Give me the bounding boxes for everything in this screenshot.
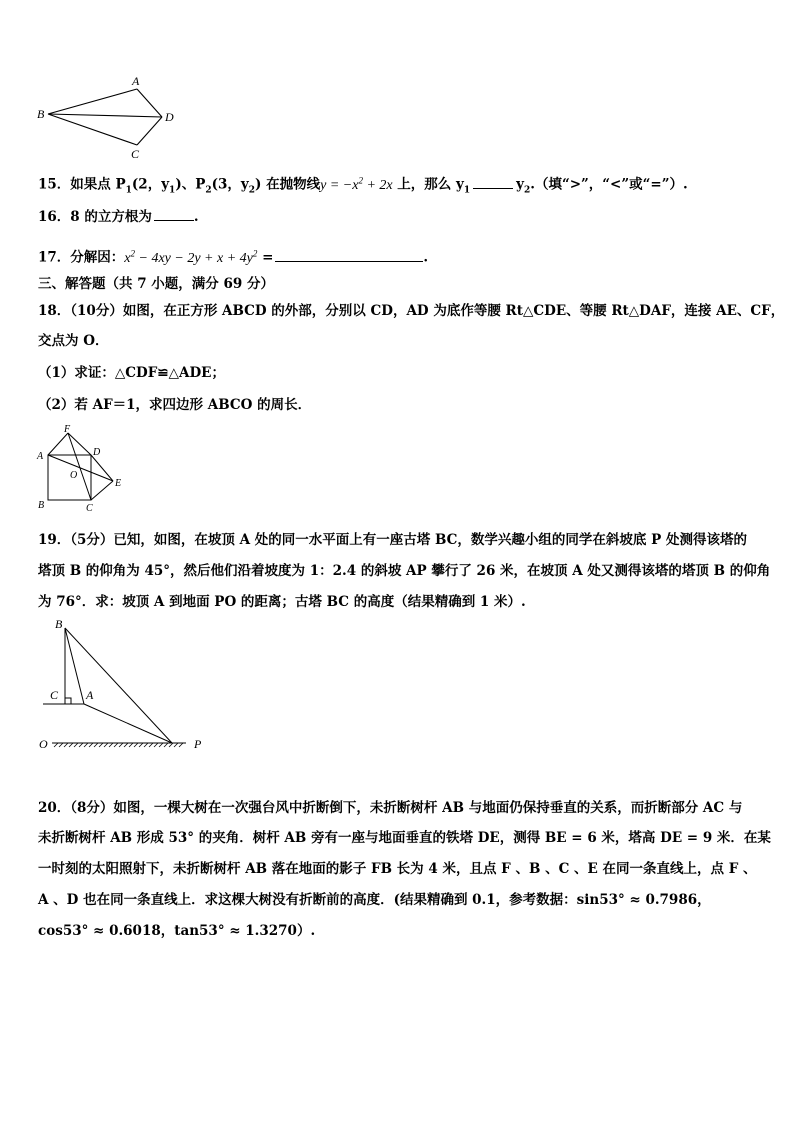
question-20-line1: 20．（8分）如图，一棵大树在一次强台风中折断倒下，未折断树杆 AB 与地面仍保持垂直的关系，而折断部分 AC 与 [38, 800, 743, 816]
label-b: B [55, 617, 63, 631]
segment-af [48, 433, 68, 455]
label-a: A [132, 74, 140, 88]
label-c: C [86, 503, 93, 514]
question-number: 17． [38, 249, 71, 266]
label-c: C [50, 688, 59, 702]
question-20-line3: 一时刻的太阳照射下，未折断树杆 AB 落在地面的影子 FB 长为 4 米，且点 F 、B 、C 、E 在同一条直线上，点 F 、 [38, 861, 757, 877]
question-19-line2: 塔顶 B 的仰角为 45°，然后他们沿着坡度为 1：2.4 的斜坡 AP 攀行了 26 米，在坡顶 A 处又测得该塔的塔顶 B 的仰角 [38, 563, 771, 579]
question-number: 16． [38, 209, 71, 225]
superscript: 2 [252, 248, 258, 258]
label-o: O [39, 737, 48, 751]
q15-text: (2，y [131, 176, 170, 193]
q15-text: (3，y [211, 176, 249, 193]
q17-eq: = [257, 249, 274, 266]
question-20-line4: A 、D 也在同一条直线上．求这棵大树没有折断前的高度．(结果精确到 0.1，参考数据：sin53° ≈ 0.7986， [38, 892, 711, 908]
edge-cd [137, 117, 162, 145]
label-d: D [93, 447, 101, 458]
answer-blank[interactable] [275, 249, 423, 262]
edge-bd [48, 114, 162, 117]
question-19-line3: 为 76°．求：坡顶 A 到地面 PO 的距离；古塔 BC 的高度（结果精确到 1 米）. [38, 594, 526, 610]
expr-part: y = −x [320, 177, 359, 193]
superscript: 2 [130, 248, 136, 258]
question-17 [38, 244, 428, 268]
question-18-part2: （2）若 AF＝1，求四边形 ABCO 的周长． [38, 397, 312, 413]
question-20-line5: cos53° ≈ 0.6018，tan53° ≈ 1.3270）. [38, 923, 316, 939]
question-15 [38, 171, 688, 199]
label-e: E [115, 478, 122, 489]
q15-text: ) 在抛物线 [255, 176, 321, 193]
question-18-line2: 交点为 O． [38, 333, 109, 349]
line-bp [65, 628, 172, 743]
label-b: B [37, 107, 45, 121]
section-heading: 三、解答题（共 7 小题，满分 69 分） [38, 276, 274, 292]
slope-ap [84, 704, 172, 743]
expr-part: + 2x [362, 177, 393, 193]
figure-square-abcd [33, 424, 143, 514]
q15-text: .（填“>”，“<”或“=”）. [530, 176, 688, 193]
label-f: F [64, 424, 71, 435]
segment-ae [48, 455, 113, 481]
question-20-line2: 未折断树杆 AB 形成 53° 的夹角．树杆 AB 旁有一座与地面垂直的铁塔 DE，测得 BE = 6 米，塔高 DE = 9 米．在某 [38, 830, 771, 846]
label-c: C [131, 147, 140, 161]
subscript: 1 [463, 185, 471, 196]
subscript: 2 [205, 185, 212, 196]
label-b: B [38, 500, 45, 511]
figure-tower-slope [34, 616, 214, 756]
question-19-line1: 19．（5分）已知，如图，在坡顶 A 处的同一水平面上有一座古塔 BC，数学兴趣小组的同学在斜坡底 P 处测得该塔的 [38, 532, 747, 548]
superscript: 2 [358, 175, 363, 185]
right-angle-mark [65, 698, 71, 704]
q16-end: . [193, 209, 199, 225]
q15-text: 上，那么 y [392, 176, 464, 193]
expr-part: − 4xy − 2y + x + 4y [135, 250, 253, 266]
q15-text: )、P [175, 176, 206, 193]
edge-ba [48, 89, 137, 114]
figure-kite-abcd [34, 72, 194, 162]
label-a: A [37, 451, 44, 462]
subscript: 2 [523, 185, 531, 196]
line-ba [65, 628, 84, 704]
question-18-part1: （1）求证：△CDF≌△ADE； [38, 365, 225, 381]
label-a: A [86, 688, 94, 702]
answer-blank[interactable] [154, 208, 194, 221]
label-p: P [194, 737, 202, 751]
edge-ad [137, 89, 162, 117]
segment-ce [91, 481, 113, 500]
answer-blank[interactable] [473, 176, 513, 189]
factor-expression [124, 248, 258, 266]
q15-text: 如果点 P [70, 176, 126, 193]
subscript: 1 [169, 185, 176, 196]
hatching [54, 743, 183, 747]
parabola-expression [320, 175, 393, 193]
edge-bc [48, 114, 137, 145]
subscript: 2 [248, 185, 256, 196]
question-16 [38, 208, 199, 226]
label-o: O [70, 470, 78, 481]
subscript: 1 [125, 185, 132, 196]
q15-text: y [516, 176, 524, 193]
q17-text: 分解因： [70, 249, 125, 266]
segment-fc [68, 433, 91, 500]
q17-end: . [423, 249, 429, 266]
expr-part: x [124, 250, 131, 266]
q16-text: 8 的立方根为 [70, 209, 152, 225]
question-18-line1: 18．（10分）如图，在正方形 ABCD 的外部，分别以 CD，AD 为底作等腰 Rt△CDE、等腰 Rt△DAF，连接 AE、CF， [38, 303, 785, 319]
label-d: D [165, 110, 174, 124]
question-number: 15． [38, 176, 71, 193]
